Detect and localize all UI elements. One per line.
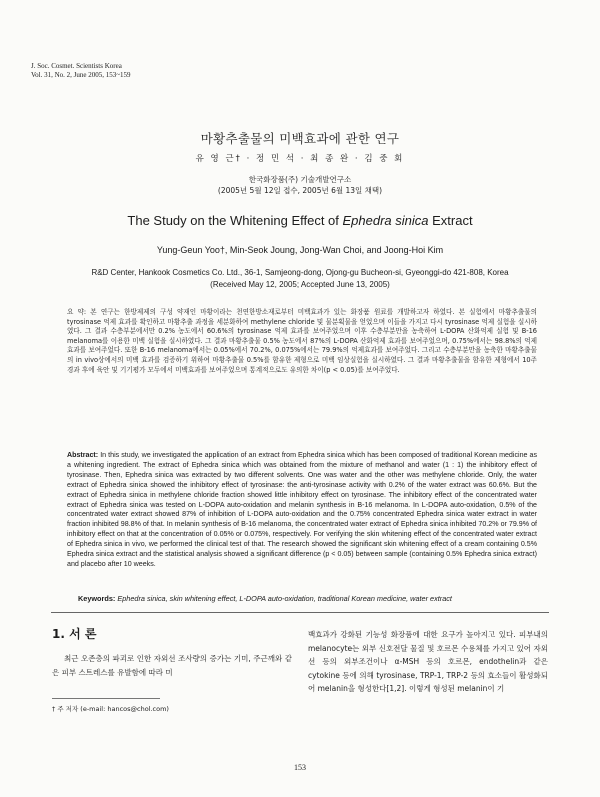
abstract-text: In this study, we investigated the application of an extract from Ephedra sinica which has been composed of traditional Korean medicine as a whitening ingredient. The extract of Ephedra sinica which was obtained from the mixture of methanol and water (1 : 1) the inhibitory effect of tyrosinase. Then, Ephedra sinica was extracted by two different solvents. One was water and the other was methylene chloride. Only, the water extract of Ephedra sinica showed the inhibitory effect of tyrosinase: the anti-tyrosinase activity with 0.2% of the water extract was 60.6%. But the extract of Ephedra sinica in methylene chloride fraction showed little inhibitory effect on tyrosinase. The inhibitory effect of the concentrated water extract of Ephedra sinica was tested on L-DOPA auto-oxidation and melanin synthesis in B-16 melanoma. In L-DOPA auto-oxidation, 0.5% of the concentrated water extract showed 87% of inhibition of L-DOPA auto-oxidation and the 0.75% concentrated Ephedra sinica water extract in water fraction inhibited 98.8% of that. In melanin synthesis of B-16 melanoma, the concentrated water extract of Ephedra sinica inhibited 70.2% or 79.9% of inhibitory effect on that at the concentration of 0.05% or 0.075%, respectively. For verifying the skin whitening effect of the concentrated water extract of Ephedra sinica in vivo, we performed the clinical test of that. The research showed the significant skin whitening effect of a cream containing 0.5% Ephedra sinica extract and the statistical analysis showed a significant difference (p < 0.05) between sample (containing 0.5% Ephedra sinica extract) and placebo after 10 weeks. [67, 451, 537, 568]
keywords-label: Keywords: [78, 594, 116, 603]
abstract-label: Abstract: [67, 451, 99, 459]
english-dates: (Received May 12, 2005; Accepted June 13, 2005) [210, 280, 390, 289]
korean-affiliation-block [0, 174, 600, 196]
korean-dates: (2005년 5월 12일 접수, 2005년 6월 13일 채택) [217, 186, 383, 195]
korean-summary: 요 약: 본 연구는 한방제제의 구성 약재인 마황이라는 천연한방소재로부터 미백효과가 있는 화장품 원료를 개발하고자 하였다. 본 실험에서 마황추출물의 tyrosinase 억제 효과를 확인하고 마황추출 과정을 세분화하여 methylene chloride 및 물분획물을 얻었으며 이들을 가지고 다시 tyrosinase 억제 실험을 실시하였다. 그 결과 수층부분에서만 0.2% 농도에서 60.6%의 tyrosinase 억제 효과를 보여주었으며 이후 수층부분만을 농축하여 L-DOPA 산화억제 실험 및 B-16 melanoma를 이용한 미백 실험을 실시하였다. 그 결과 마황추출물 0.5% 농도에서 87%의 L-DOPA 산화억제 효과를 보여주었으며, 0.75%에서는 98.8%의 억제효과를 보여주었다. 또한 B-16 melanoma에서는 0.05%에서 70.2%, 0.075%에서는 79.9%의 억제효과를 보여주었다. 그리고 수층부분만을 농축한 마황추출물의 in vivo상에서의 미백 효과를 검증하기 위하여 마황추출물 0.5%를 함유한 제형으로 미백 임상실험을 실시하였다. 그 결과 마황추출물을 함유한 제형에서 10주 경과 후에 육안 및 기기평가 모두에서 미백효과를 보여주었으며 통계적으로도 유의한 차이(p < 0.05)를 보여주었다. [67, 308, 537, 374]
korean-affiliation: 한국화장품(주) 기술개발연구소 [248, 175, 352, 184]
section-heading-introduction: 1. 서 론 [52, 627, 97, 641]
footnote-divider [52, 698, 160, 699]
english-title-post: Extract [428, 213, 473, 228]
page-number: 153 [294, 763, 306, 772]
journal-name: J. Soc. Cosmet. Scientists Korea [31, 62, 122, 70]
english-affiliation: R&D Center, Hankook Cosmetics Co. Ltd., 36-1, Samjeong-dong, Ojong-gu Bucheon-si, Gyeonggi-do 421-808, Korea [91, 268, 509, 277]
section-divider [51, 612, 549, 613]
journal-header [31, 62, 131, 80]
english-authors: Yung-Geun Yoo†, Min-Seok Joung, Jong-Wan Choi, and Joong-Hoi Kim [156, 245, 444, 255]
journal-volume: Vol. 31, No. 2, June 2005, 153~159 [31, 71, 131, 79]
intro-right-column: 백효과가 강화된 기능성 화장품에 대한 요구가 높아지고 있다. 피부내의 melanocyte는 외부 신호전달 물질 및 호르몬 수용체를 가지고 있어 자외선 등의 외부조건이나 α-MSH 등의 호르몬, endothelin과 같은 cytokine 등에 의해 tyrosinase, TRP-1, TRP-2 등의 효소들이 활성화되어 melanin을 형성한다[1,2]. 이렇게 형성된 melanin이 기 [308, 630, 548, 693]
keywords-text: Ephedra sinica, skin whitening effect, L-DOPA auto-oxidation, traditional Korean medicine, water extract [115, 594, 452, 603]
english-title-species: Ephedra sinica [342, 213, 429, 228]
korean-title: 마황추출물의 미백효과에 관한 연구 [200, 131, 400, 146]
english-title [0, 213, 600, 228]
korean-authors: 유 영 근† · 정 민 석 · 최 종 완 · 김 중 회 [195, 154, 405, 164]
keywords [78, 594, 452, 603]
footnote: † 주 저자 (e-mail: hancos@chol.com) [52, 705, 169, 713]
intro-left-column: 최근 오존층의 파괴로 인한 자외선 조사량의 증가는 기미, 주근깨와 같은 피부 스트레스를 유발함에 따라 미 [52, 654, 292, 677]
english-affiliation-block [0, 267, 600, 291]
english-abstract [67, 451, 537, 570]
english-title-pre: The Study on the Whitening Effect of [127, 213, 343, 228]
